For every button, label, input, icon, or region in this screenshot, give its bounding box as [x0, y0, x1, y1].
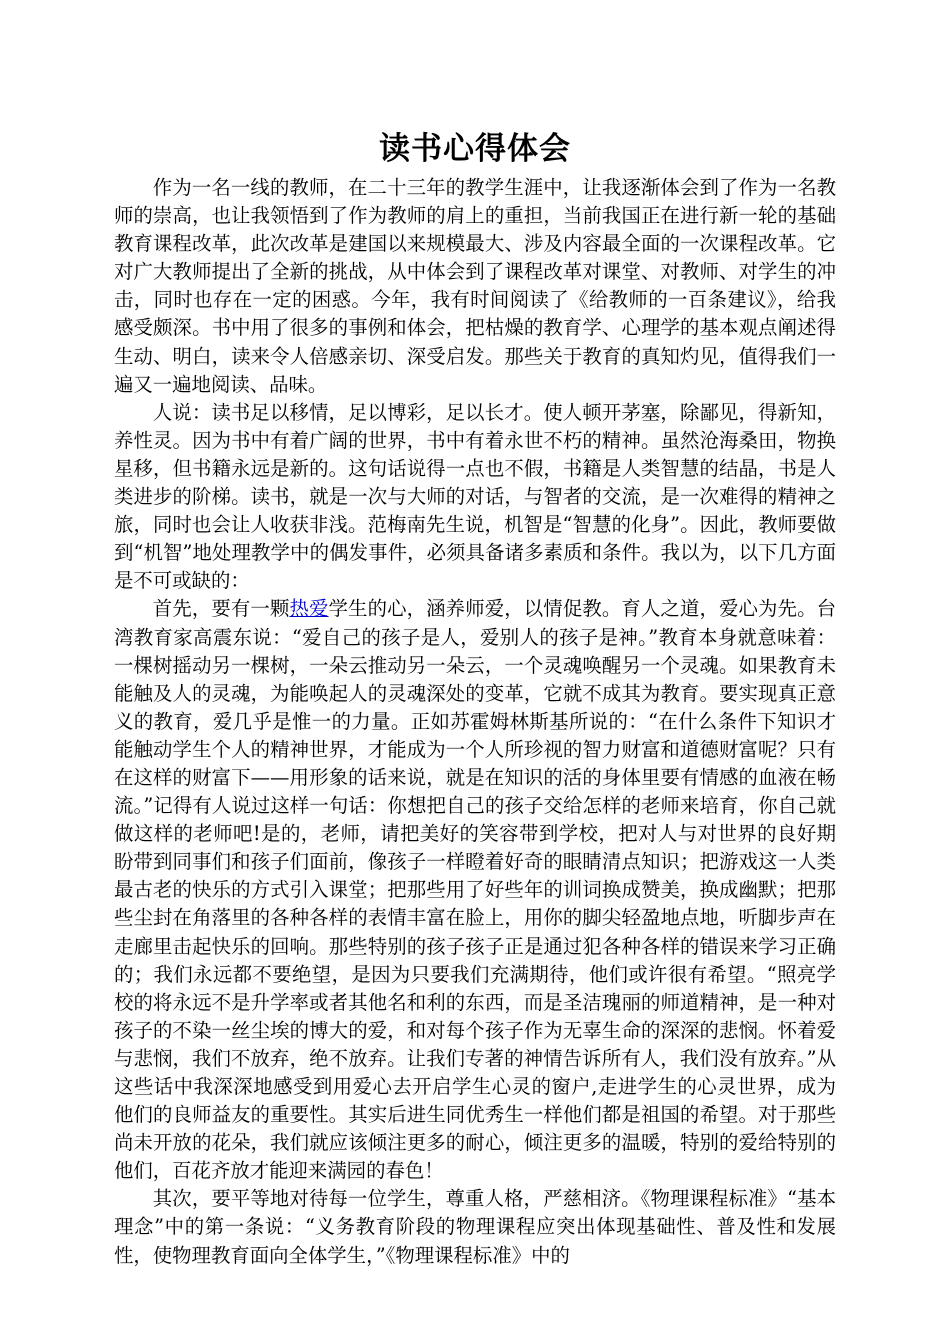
- paragraph-3-rest: 学生的心，涵养师爱，以情促教。育人之道，爱心为先。台湾教育家高震东说：“爱自己的孩子是人，爱别人的孩子是神。”教育本身就意味着：一棵树摇动另一棵树，一朵云推动另一朵云，一个灵魂唤醒另一个灵魂。如果教育未能触及人的灵魂，为能唤起人的灵魂深处的变革，它就不成其为教育。要实现真正意义的教育，爱几乎是惟一的力量。正如苏霍姆林斯基所说的：“在什么条件下知识才能触动学生个人的精神世界，才能成为一个人所珍视的智力财富和道德财富呢？只有在这样的财富下——用形象的话来说，就是在知识的活的身体里要有情感的血液在畅流。”记得有人说过这样一句话：你想把自己的孩子交给怎样的老师来培育，你自己就做这样的老师吧!是的，老师，请把美好的笑容带到学校，把对人与对世界的良好期盼带到同事们和孩子们面前，像孩子一样瞪着好奇的眼睛清点知识；把游戏这一人类最古老的快乐的方式引入课堂；把那些用了好些年的训词换成赞美，换成幽默；把那些尘封在角落里的各种各样的表情丰富在脸上，用你的脚尖轻盈地点地，听脚步声在走廊里击起快乐的回响。那些特别的孩子孩子正是通过犯各种各样的错误来学习正确的；我们永远都不要绝望，是因为只要我们充满期待，他们或许很有希望。“照亮学校的将永远不是升学率或者其他名和利的东西，而是圣洁瑰丽的师道精神，是一种对孩子的不染一丝尘埃的博大的爱，和对每个孩子作为无辜生命的深深的悲悯。怀着爱与悲悯，我们不放弃，绝不放弃。让我们专著的神情告诉所有人，我们没有放弃。”从这些话中我深深地感受到用爱心去开启学生心灵的窗户,走进学生的心灵世界，成为他们的良师益友的重要性。其实后进生同优秀生一样他们都是祖国的希望。对于那些尚未开放的花朵，我们就应该倾注更多的耐心，倾注更多的温暖，特别的爱给特别的他们，百花齐放才能迎来满园的春色！: [114, 597, 837, 1183]
- paragraph-3: [114, 595, 836, 1185]
- document-title: 读书心得体会: [379, 131, 571, 167]
- paragraph-2: 人说：读书足以移情，足以博彩，足以长才。使人顿开茅塞，除鄙见，得新知，养性灵。因为书中有着广阔的世界，书中有着永世不朽的精神。虽然沧海桑田，物换星移，但书籍永远是新的。这句话说得一点也不假，书籍是人类智慧的结晶，书是人类进步的阶梯。读书，就是一次与大师的对话，与智者的交流，是一次难得的精神之旅，同时也会让人收获非浅。范梅南先生说，机智是“智慧的化身”。因此，教师要做到“机智”地处理教学中的偶发事件，必须具备诸多素质和条件。我以为，以下几方面是不可或缺的：: [114, 400, 836, 593]
- document-page: [114, 128, 836, 1270]
- paragraph-1: 作为一名一线的教师，在二十三年的教学生涯中，让我逐渐体会到了作为一名教师的崇高，也让我领悟到了作为教师的肩上的重担，当前我国正在进行新一轮的基础教育课程改革，此次改革是建国以来规模最大、涉及内容最全面的一次课程改革。它对广大教师提出了全新的挑战，从中体会到了课程改革对课堂、对教师、对学生的冲击，同时也存在一定的困惑。今年，我有时间阅读了《给教师的一百条建议》，给我感受颇深。书中用了很多的事例和体会，把枯燥的教育学、心理学的基本观点阐述得生动、明白，读来令人倍感亲切、深受启发。那些关于教育的真知灼见，值得我们一遍又一遍地阅读、品味。: [114, 176, 836, 396]
- paragraph-4: 其次，要平等地对待每一位学生，尊重人格，严慈相济。《物理课程标准》“基本理念”中的第一条说：“义务教育阶段的物理课程应突出体现基础性、普及性和发展性，使物理教育面向全体学生，”《物理课程标准》中的: [114, 1187, 836, 1267]
- hyperlink-reai[interactable]: 热爱: [289, 597, 329, 621]
- paragraph-3-start: 首先，要有一颗: [152, 597, 290, 621]
